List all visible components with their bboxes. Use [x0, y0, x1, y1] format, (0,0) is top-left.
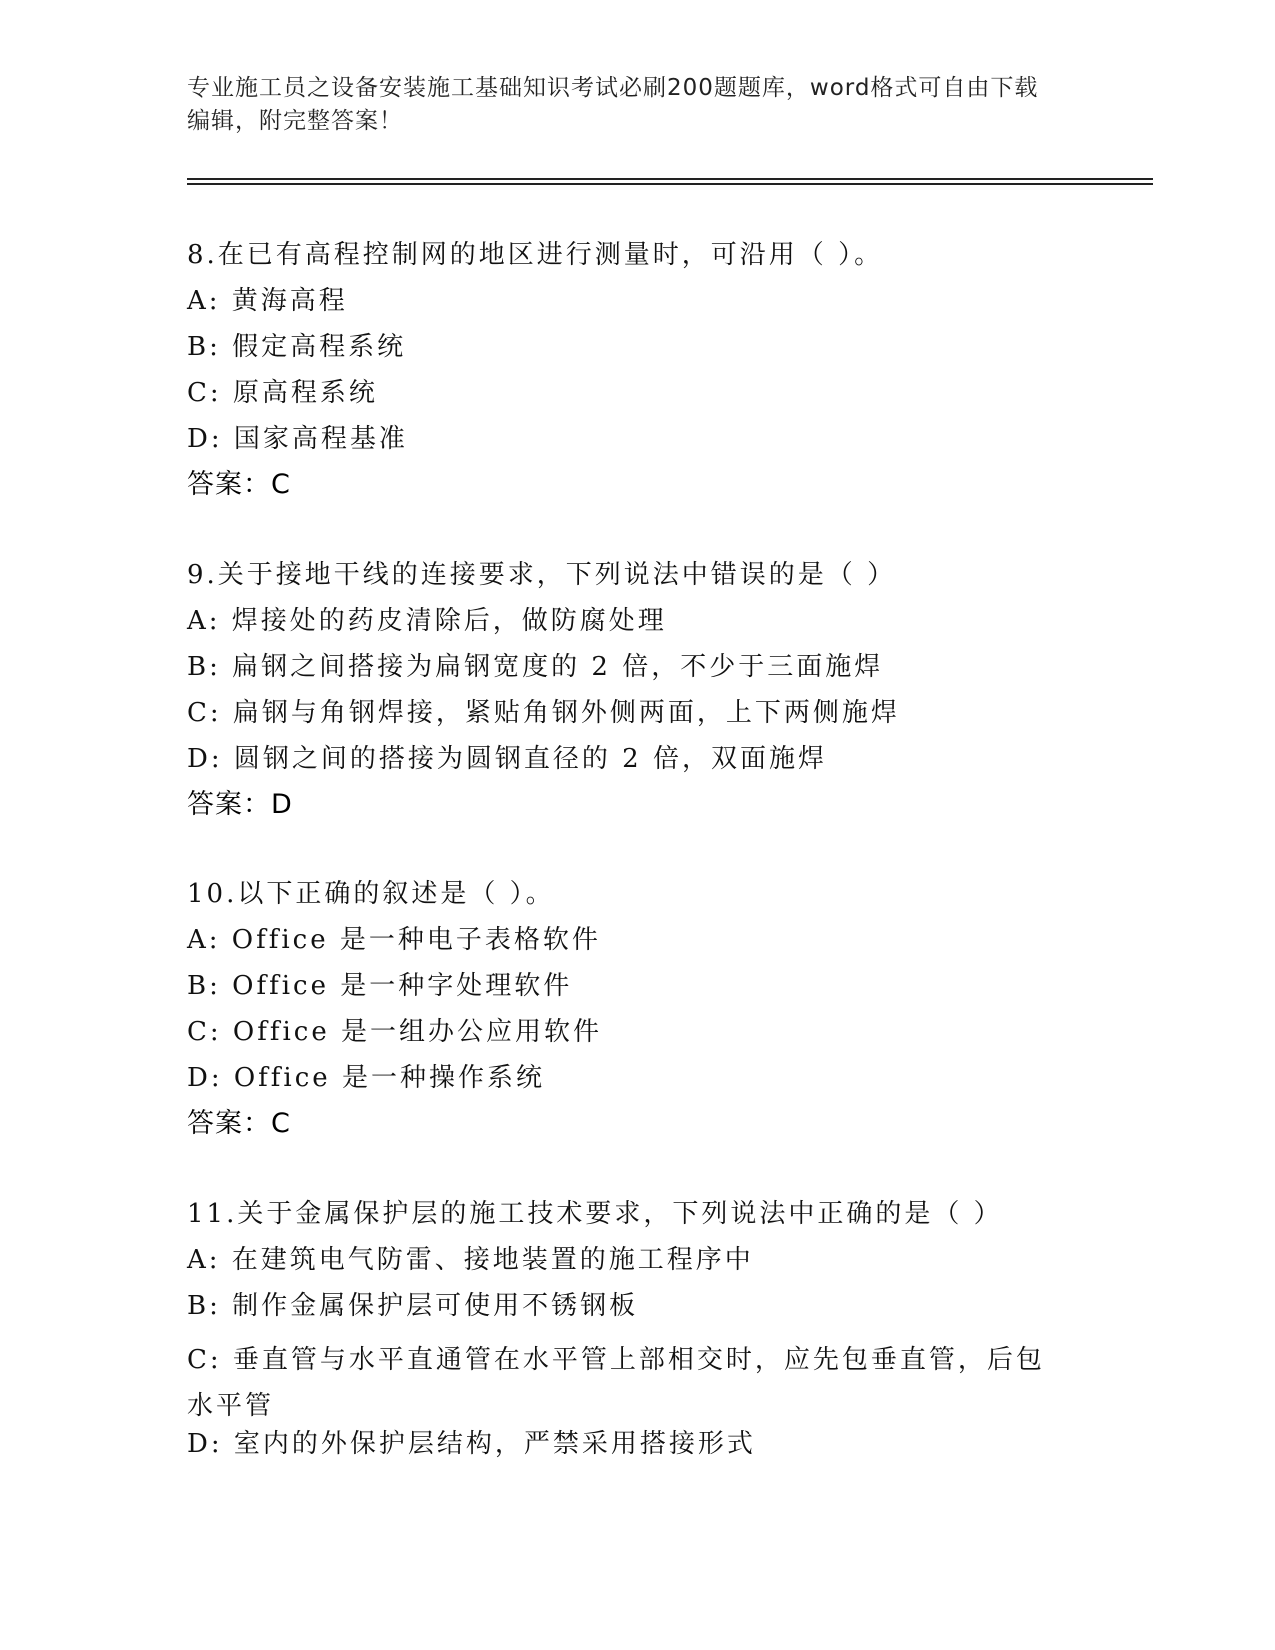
- option-b: B: Office 是一种字处理软件: [187, 971, 573, 1001]
- answer: 答案：C: [187, 469, 291, 500]
- option-d: D: 国家高程基准: [187, 424, 408, 454]
- option-b: B: 假定高程系统: [187, 332, 407, 362]
- header-divider-bottom: [187, 183, 1153, 185]
- option-c: C: 扁钢与角钢焊接，紧贴角钢外侧两面，上下两侧施焊: [187, 698, 900, 728]
- option-a: A: 在建筑电气防雷、接地装置的施工程序中: [187, 1245, 754, 1275]
- option-d: D: 室内的外保护层结构，严禁采用搭接形式: [187, 1429, 756, 1459]
- answer: 答案：C: [187, 1108, 291, 1139]
- question-stem: 9.关于接地干线的连接要求，下列说法中错误的是（ ）: [187, 560, 897, 590]
- question-9: [187, 560, 1087, 836]
- question-stem: 10.以下正确的叙述是（ ）。: [187, 879, 555, 909]
- answer: 答案：D: [187, 789, 293, 820]
- document-header: [187, 72, 1087, 138]
- question-8: [187, 240, 1087, 516]
- question-stem: 8.在已有高程控制网的地区进行测量时，可沿用（ ）。: [187, 240, 884, 270]
- option-b: B: 制作金属保护层可使用不锈钢板: [187, 1291, 639, 1321]
- header-divider-top: [187, 178, 1153, 180]
- header-line-1: 专业施工员之设备安装施工基础知识考试必刷200题题库，word格式可自由下载: [187, 75, 1039, 101]
- option-d: D: Office 是一种操作系统: [187, 1063, 545, 1093]
- question-stem: 11.关于金属保护层的施工技术要求，下列说法中正确的是（ ）: [187, 1199, 1003, 1229]
- option-c: C: 原高程系统: [187, 378, 378, 408]
- option-a: A: 黄海高程: [187, 286, 348, 316]
- option-d: D: 圆钢之间的搭接为圆钢直径的 2 倍，双面施焊: [187, 744, 827, 774]
- header-line-2: 编辑，附完整答案！: [187, 108, 403, 134]
- option-a: A: 焊接处的药皮清除后，做防腐处理: [187, 606, 667, 636]
- option-a: A: Office 是一种电子表格软件: [187, 925, 601, 955]
- option-c: C: 垂直管与水平直通管在水平管上部相交时，应先包垂直管，后包水平管: [187, 1345, 1045, 1421]
- option-b: B: 扁钢之间搭接为扁钢宽度的 2 倍，不少于三面施焊: [187, 652, 884, 682]
- question-11: [187, 1199, 1087, 1475]
- option-c: C: Office 是一组办公应用软件: [187, 1017, 603, 1047]
- question-10: [187, 879, 1087, 1155]
